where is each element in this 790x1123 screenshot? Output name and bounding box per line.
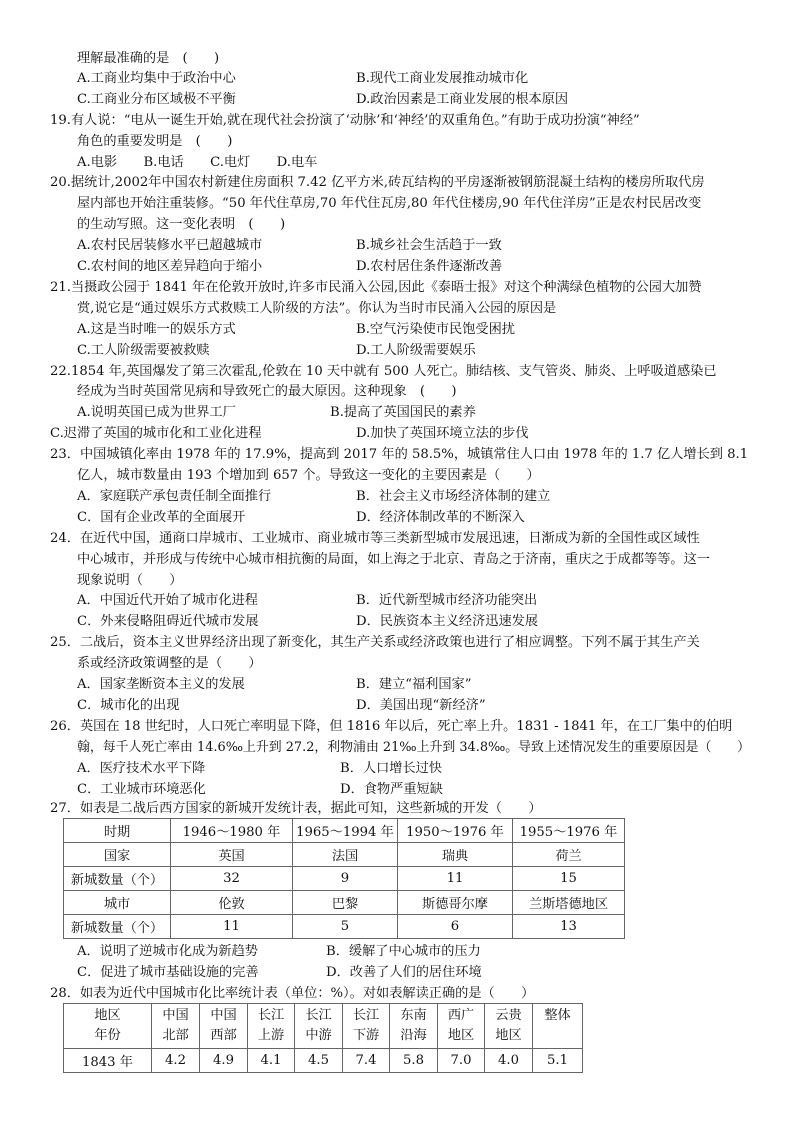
answer-option: C．城市化的出现 (77, 698, 180, 713)
answer-option: A．家庭联产承包责任制全面推行 (77, 489, 272, 504)
question-line: 28．如表为近代中国城市化比率统计表（单位：%）。对如表解读正确的是（ ） (50, 986, 535, 1001)
rate-value-cell: 4.2 (152, 1049, 200, 1073)
region-header-text: 长江 (352, 1008, 380, 1023)
region-header-text: 上游 (257, 1028, 285, 1043)
question-continuation: 屋内部也开始注重装修。“50 年代住草房,70 年代住瓦房,80 年代住楼房,90 年代住洋房”正是农村民居改变 (77, 196, 702, 211)
table-cell: 1955～1976 年 (513, 819, 625, 843)
region-header-text: 中游 (305, 1028, 332, 1043)
region-header-text: 中国 (210, 1008, 237, 1023)
table-row (64, 891, 625, 915)
answer-option: B.现代工商业发展推动城市化 (356, 71, 529, 86)
table-cell: 1946～1980 年 (171, 819, 293, 843)
corner-cell (64, 1004, 152, 1049)
rate-value-cell: 7.4 (343, 1049, 390, 1073)
question-continuation: 角色的重要发明是 ( ) (77, 134, 233, 149)
question-line: C.迟滞了英国的城市化和工业化进程 (50, 426, 262, 441)
answer-option: D．经济体制改革的不断深入 (356, 510, 525, 525)
region-header-text: 北部 (162, 1028, 189, 1043)
region-header-text: 长江 (305, 1008, 332, 1023)
answer-option: A.说明英国已成为世界工厂 (77, 405, 236, 420)
answer-option: B.空气污染使市民饱受困扰 (356, 322, 515, 337)
table-cell: 11 (398, 867, 513, 891)
region-header-text: 下游 (352, 1028, 380, 1043)
answer-option: A．国家垄断资本主义的发展 (77, 677, 245, 692)
row-header-cell: 国家 (64, 843, 171, 867)
row-label: 1843 年 (64, 1049, 152, 1073)
answer-option: D．食物严重短缺 (340, 782, 443, 797)
table-cell: 5 (293, 915, 398, 939)
answer-option: C．工业城市环境恶化 (77, 782, 206, 797)
answer-option: D.工人阶级需要娱乐 (356, 343, 476, 358)
row-header-cell: 城市 (64, 891, 171, 915)
region-header-text: 西广 (447, 1008, 475, 1023)
answer-option: D．改善了人们的居住环境 (326, 965, 482, 980)
table-cell: 伦敦 (171, 891, 293, 915)
region-header-text: 西部 (210, 1028, 237, 1043)
answer-option: C.农村间的地区差异趋向于缩小 (77, 259, 263, 274)
region-header-text: 中国 (162, 1008, 189, 1023)
table-cell: 6 (398, 915, 513, 939)
region-header-text: 地区 (495, 1028, 522, 1043)
table-row (64, 843, 625, 867)
region-header-cell (152, 1004, 200, 1049)
answer-option: D.加快了英国环境立法的步伐 (356, 426, 529, 441)
question-continuation: 的生动写照。这一变化表明 ( ) (77, 217, 286, 232)
table-cell: 15 (513, 867, 625, 891)
answer-option: A.电影 B.电话 C.电灯 D.电车 (77, 155, 318, 170)
table-row (64, 867, 625, 891)
year-label: 年份 (94, 1028, 121, 1043)
answer-option: C．促进了城市基础设施的完善 (77, 965, 259, 980)
table-cell: 瑞典 (398, 843, 513, 867)
row-header-cell: 新城数量（个） (64, 867, 171, 891)
answer-option: D．民族资本主义经济迅速发展 (356, 614, 539, 629)
question-line: 23．中国城镇化率由 1978 年的 17.9%，提高到 2017 年的 58.5%，城镇常住人口由 1978 年的 1.7 亿人增长到 8.1 (50, 447, 749, 462)
row-header-cell: 时期 (64, 819, 171, 843)
answer-option: C．国有企业改革的全面展开 (77, 510, 246, 525)
question-line: 26．英国在 18 世纪时，人口死亡率明显下降，但 1816 年以后，死亡率上升。1831 - 1841 年，在工厂集中的伯明 (50, 719, 733, 734)
question-continuation: 现象说明（ ） (77, 573, 183, 588)
urbanization-rate-table (63, 1003, 583, 1073)
question-continuation: 系或经济政策调整的是（ ） (77, 656, 262, 671)
region-header-cell (390, 1004, 438, 1049)
question-continuation: 理解最准确的是 ( ) (77, 51, 220, 66)
table-cell: 11 (171, 915, 293, 939)
answer-option: D.政治因素是工商业发展的根本原因 (356, 92, 569, 107)
region-header-cell (438, 1004, 485, 1049)
question-line: 20.据统计,2002年中国农村新建住房面积 7.42 亿平方米,砖瓦结构的平房逐渐被钢筋混凝土结构的楼房所取代房 (50, 175, 705, 190)
answer-option: B．近代新型城市经济功能突出 (356, 593, 538, 608)
answer-option: B．缓解了中心城市的压力 (326, 944, 481, 959)
rate-value-cell: 4.9 (200, 1049, 248, 1073)
answer-option: B．人口增长过快 (340, 761, 443, 776)
table-cell: 巴黎 (293, 891, 398, 915)
table-cell: 兰斯塔德地区 (513, 891, 625, 915)
region-header-cell (343, 1004, 390, 1049)
region-header-cell (485, 1004, 533, 1049)
question-line: 24．在近代中国，通商口岸城市、工业城市、商业城市等三类新型城市发展迅速，日渐成为新的全国性或区域性 (50, 531, 700, 546)
question-continuation: 赏,说它是“通过娱乐方式救赎工人阶级的方法”。你认为当时市民涌入公园的原因是 (77, 301, 557, 316)
question-continuation: 经成为当时英国常见病和导致死亡的最大原因。这种现象 ( ) (77, 384, 457, 399)
question-continuation: 翰，每千人死亡率由 14.6‰上升到 27.2，利物浦由 21‰上升到 34.8‰。导致上述情况发生的重要原因是（ ） (77, 740, 751, 755)
table-cell: 1950～1976 年 (398, 819, 513, 843)
row-header-cell: 新城数量（个） (64, 915, 171, 939)
question-continuation: 亿人，城市数量由 193 个增加到 657 个。导致这一变化的主要因素是（ ） (77, 468, 540, 483)
table-row (64, 819, 625, 843)
question-line: 25．二战后，资本主义世界经济出现了新变化，其生产关系或经济政策也进行了相应调整。下列不属于其生产关 (50, 635, 700, 650)
rate-value-cell: 5.1 (533, 1049, 583, 1073)
region-header-text: 地区 (447, 1028, 475, 1043)
table-row (64, 915, 625, 939)
table-cell: 英国 (171, 843, 293, 867)
rate-value-cell: 7.0 (438, 1049, 485, 1073)
answer-option: B.提高了英国国民的素养 (330, 405, 476, 420)
answer-option: B．建立“福利国家” (356, 677, 472, 692)
region-header-text: 东南 (400, 1008, 427, 1023)
rate-value-cell: 4.1 (248, 1049, 295, 1073)
answer-option: C.工人阶级需要被救赎 (77, 343, 210, 358)
region-header-text: 长江 (257, 1008, 285, 1023)
table-cell: 荷兰 (513, 843, 625, 867)
answer-option: A．医疗技术水平下降 (77, 761, 206, 776)
table-cell: 1965～1994 年 (293, 819, 398, 843)
region-header-text (533, 1026, 582, 1046)
table-cell: 32 (171, 867, 293, 891)
region-header-text: 整体 (544, 1008, 571, 1023)
new-town-table (63, 818, 625, 939)
rate-value-cell: 4.0 (485, 1049, 533, 1073)
region-label: 地区 (94, 1008, 121, 1023)
answer-option: A.农村民居装修水平已超越城市 (77, 238, 263, 253)
answer-option: A．中国近代开始了城市化进程 (77, 593, 258, 608)
answer-option: A．说明了逆城市化成为新趋势 (77, 944, 258, 959)
answer-option: C．外来侵略阻碍近代城市发展 (77, 614, 259, 629)
region-header-cell (200, 1004, 248, 1049)
table-cell: 9 (293, 867, 398, 891)
table-cell: 13 (513, 915, 625, 939)
question-line: 21.当摄政公园于 1841 年在伦敦开放时,许多市民涌入公园,因此《泰晤士报》对这个种满绿色植物的公园大加赞 (50, 280, 702, 295)
table-cell: 斯德哥尔摩 (398, 891, 513, 915)
region-header-text: 沿海 (400, 1028, 427, 1043)
table-cell: 法国 (293, 843, 398, 867)
question-continuation: 中心城市，并形成与传统中心城市相抗衡的局面，如上海之于北京、青岛之于济南，重庆之于成都等等。这一 (77, 552, 710, 567)
rate-value-cell: 4.5 (295, 1049, 343, 1073)
answer-option: B．社会主义市场经济体制的建立 (356, 489, 551, 504)
answer-option: B.城乡社会生活趋于一致 (356, 238, 502, 253)
region-header-cell (533, 1004, 583, 1049)
answer-option: C.工商业分布区域极不平衡 (77, 92, 236, 107)
answer-option: A.工商业均集中于政治中心 (77, 71, 236, 86)
rate-value-cell: 5.8 (390, 1049, 438, 1073)
answer-option: A.这是当时唯一的娱乐方式 (77, 322, 236, 337)
question-line: 22.1854 年,英国爆发了第三次霍乱,伦敦在 10 天中就有 500 人死亡。肺结核、支气管炎、肺炎、上呼吸道感染已 (50, 364, 717, 379)
region-header-cell (248, 1004, 295, 1049)
answer-option: D.农村居住条件逐渐改善 (356, 259, 503, 274)
question-line: 19.有人说：“电从一诞生开始,就在现代社会扮演了‘动脉’和‘神经’的双重角色。”有助于成功扮演“神经” (50, 113, 640, 128)
region-header-cell (295, 1004, 343, 1049)
question-line: 27．如表是二战后西方国家的新城开发统计表，据此可知，这些新城的开发（ ） (50, 801, 542, 816)
region-header-text: 云贵 (495, 1008, 522, 1023)
answer-option: D．美国出现“新经济” (356, 698, 486, 713)
